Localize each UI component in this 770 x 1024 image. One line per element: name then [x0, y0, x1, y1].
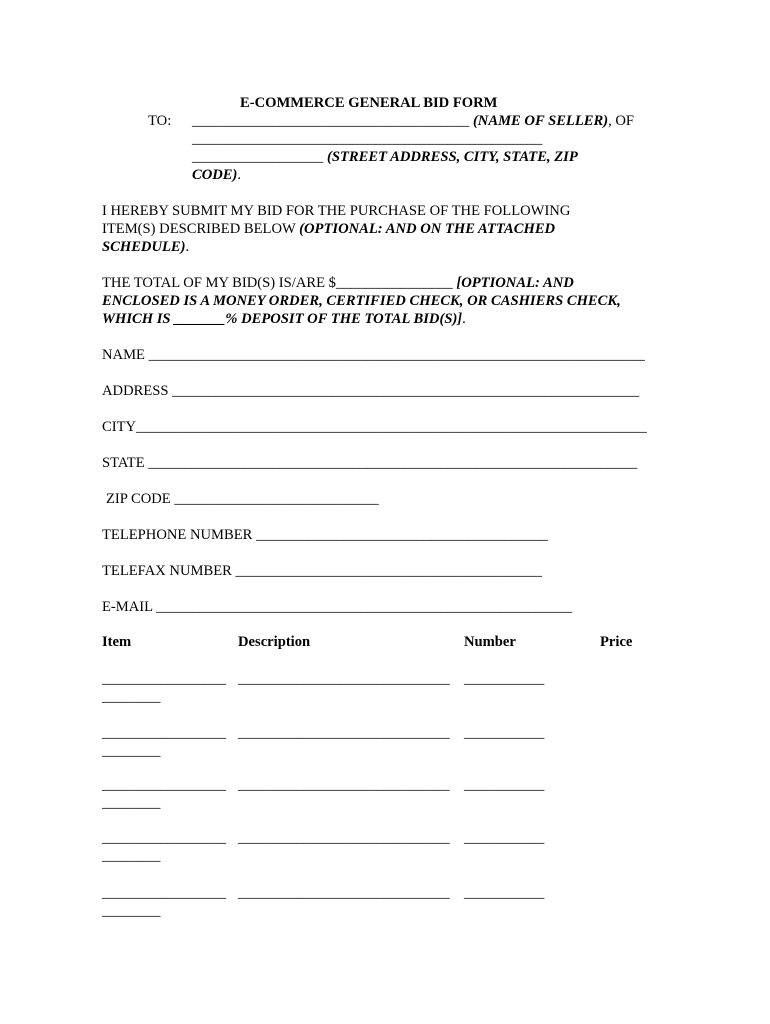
seller-address-line	[192, 148, 578, 166]
submit-statement-line-3	[102, 238, 189, 256]
deposit-percent-note[interactable]: WHICH IS _______% DEPOSIT OF THE TOTAL BID(S)]	[102, 311, 463, 327]
number-blank[interactable]: ___________	[464, 671, 545, 687]
seller-city-blank[interactable]: __________________	[192, 149, 324, 165]
column-header-description: Description	[238, 634, 311, 650]
price-blank[interactable]: ________	[102, 903, 161, 919]
total-bid-line-2: ENCLOSED IS A MONEY ORDER, CERTIFIED CHECK, OR CASHIERS CHECK,	[102, 293, 621, 309]
telefax-field[interactable]: TELEFAX NUMBER __________________________________________	[102, 563, 542, 579]
total-bid-line-3	[102, 310, 466, 328]
seller-address-blank[interactable]: ________________________________________________	[192, 131, 543, 147]
description-blank[interactable]: _____________________________	[238, 830, 450, 846]
column-header-price: Price	[600, 634, 633, 650]
submit-statement-line-1: I HEREBY SUBMIT MY BID FOR THE PURCHASE OF THE FOLLOWING	[102, 203, 571, 219]
period: .	[237, 167, 242, 183]
number-blank[interactable]: ___________	[464, 725, 545, 741]
name-field[interactable]: NAME ____________________________________________________________________	[102, 347, 645, 363]
optional-deposit-note: [OPTIONAL: AND	[456, 275, 574, 291]
state-field[interactable]: STATE ___________________________________________________________________	[102, 455, 638, 471]
price-blank[interactable]: ________	[102, 743, 161, 759]
email-field[interactable]: E-MAIL _________________________________________________________	[102, 599, 573, 615]
telephone-field[interactable]: TELEPHONE NUMBER ________________________________________	[102, 527, 548, 543]
number-blank[interactable]: ___________	[464, 830, 545, 846]
street-address-label: (STREET ADDRESS, CITY, STATE, ZIP	[327, 149, 578, 165]
item-blank[interactable]: _________________	[102, 777, 227, 793]
column-header-number: Number	[464, 634, 516, 650]
seller-name-blank[interactable]: ______________________________________	[192, 113, 470, 129]
submit-period: .	[185, 239, 190, 255]
item-blank[interactable]: _________________	[102, 885, 227, 901]
address-field[interactable]: ADDRESS ________________________________________________________________	[102, 383, 640, 399]
number-blank[interactable]: ___________	[464, 777, 545, 793]
submit-statement-line-2	[102, 220, 555, 238]
form-title: E-COMMERCE GENERAL BID FORM	[240, 95, 498, 111]
seller-name-line	[192, 112, 634, 130]
total-bid-line-1	[102, 274, 574, 292]
description-blank[interactable]: _____________________________	[238, 671, 450, 687]
number-blank[interactable]: ___________	[464, 885, 545, 901]
price-blank[interactable]: ________	[102, 795, 161, 811]
price-blank[interactable]: ________	[102, 689, 161, 705]
optional-schedule-note: (OPTIONAL: AND ON THE ATTACHED	[299, 221, 556, 237]
zip-code-field[interactable]: ZIP CODE ____________________________	[106, 491, 379, 507]
submit-statement-text: ITEM(S) DESCRIBED BELOW	[102, 221, 300, 237]
item-blank[interactable]: _________________	[102, 671, 227, 687]
description-blank[interactable]: _____________________________	[238, 725, 450, 741]
description-blank[interactable]: _____________________________	[238, 885, 450, 901]
price-blank[interactable]: ________	[102, 848, 161, 864]
item-blank[interactable]: _________________	[102, 830, 227, 846]
description-blank[interactable]: _____________________________	[238, 777, 450, 793]
city-field[interactable]: CITY______________________________________________________________________	[102, 419, 647, 435]
total-period: .	[462, 311, 466, 327]
item-blank[interactable]: _________________	[102, 725, 227, 741]
zip-code-label: CODE)	[192, 167, 238, 183]
total-bid-text[interactable]: THE TOTAL OF MY BID(S) IS/ARE $________________	[102, 275, 457, 291]
column-header-item: Item	[102, 634, 132, 650]
to-label: TO:	[148, 113, 172, 129]
schedule-note-end: SCHEDULE)	[102, 239, 186, 255]
seller-address-line-2	[192, 166, 241, 184]
name-of-seller-label: (NAME OF SELLER)	[472, 113, 609, 129]
of-text: , OF	[608, 113, 635, 129]
